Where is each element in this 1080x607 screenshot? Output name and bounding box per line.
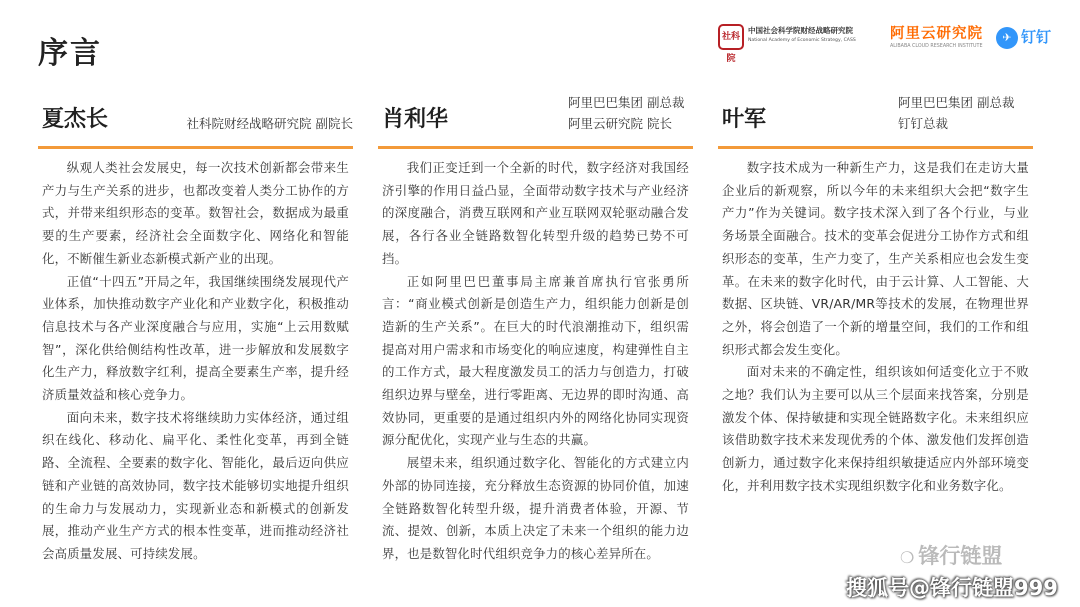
column-body [378,149,693,566]
alibaba-research-logo [890,22,983,49]
author-roles [187,113,353,134]
author-role: 钉钉总裁 [898,116,949,131]
paragraph: 纵观人类社会发展史，每一次技术创新都会带来生产力与生产关系的进步，也都改变着人类分工协作的方式，并带来组织形态的变革。数智社会，数据成为最重要的生产要素，经济社会全面数字化、网络化和智能化，不断催生新业态新模式新产业的出现。 [42,160,349,266]
cass-logo-cn: 中国社会科学院财经战略研究院 [748,26,853,35]
author-roles [898,92,1014,134]
cass-seal-icon: 社科院 [718,24,744,50]
dingtalk-paper-plane-icon: ✈ [996,27,1018,49]
author-name: 叶军 [722,107,767,132]
column-header [378,88,693,146]
author-role: 阿里巴巴集团 副总裁 [568,95,685,110]
paragraph: 面向未来，数字技术将继续助力实体经济，通过组织在线化、移动化、扁平化、柔性化变革，再到全链路、全流程、全要素的数字化、智能化，最后迈向供应链和产业链的高效协同，数字技术能够切实地提升组织的生命力与发展动力，实现新业态和新模式的创新发展，推动产业生产方式的根本性变革，进而推动经济社会高质量发展、可持续发展。 [42,409,349,561]
sohu-watermark: 搜狐号@锋行链盟999 [846,576,1058,600]
column-body [38,149,353,566]
author-name: 肖利华 [382,107,449,132]
paragraph: 我们正变迁到一个全新的时代，数字经济对我国经济引擎的作用日益凸显，全面带动数字技术与产业经济的深度融合，消费互联网和产业互联网双轮驱动融合发展，各行各业全链路数智化转型升级的趋势已势不可挡。 [382,160,689,266]
wechat-icon: ❍ [900,548,915,567]
watermark-account: 锋行链盟 [918,544,1003,568]
paragraph: 正值“十四五”开局之年，我国继续围绕发展现代产业体系，加快推动数字产业化和产业数字化，积极推动信息技术与各产业深度融合与应用，实施“上云用数赋智”，深化供给侧结构性改革，进一步解放和发展数字化生产力，释放数字红利，提高全要素生产率，提升经济质量效益和核心竞争力。 [42,273,349,403]
paragraph: 展望未来，组织通过数字化、智能化的方式建立内外部的协同连接，充分释放生态资源的协同价值，加速全链路数智化转型升级，提升消费者体验，开源、节流、提效、创新，本质上决定了未来一个组织的能力边界，也是数智化时代组织竞争力的核心差异所在。 [382,455,689,561]
column-header [38,88,353,146]
column-header [718,88,1033,146]
paragraph: 正如阿里巴巴董事局主席兼首席执行官张勇所言：“商业模式创新是创造生产力，组织能力创新是创造新的生产关系”。在巨大的时代浪潮推动下，组织需提高对用户需求和市场变化的响应速度，构建弹性自主的工作方式，最大程度激发员工的活力与创造力，打破组织边界与壁垒，进行零距离、无边界的即时沟通、高效协同，更重要的是通过组织内外的网络化协同实现资源分配优化，实现产业与生态的共赢。 [382,273,689,448]
preface-column-xiao [378,88,693,566]
author-role: 社科院财经战略研究院 副院长 [186,116,353,131]
author-role: 阿里云研究院 院长 [568,116,672,131]
preface-column-xia [38,88,353,566]
paragraph: 面对未来的不确定性，组织该如何适变化立于不败之地？我们认为主要可以从三个层面来找答案，分别是激发个体、保持敏捷和实现全链路数字化。未来组织应该借助数字技术来发现优秀的个体、激发他们发挥创造创新力，通过数字化来保持组织敏捷适应内外部环境变化，并利用数字技术实现组织数字化和业务数字化。 [722,364,1029,493]
page-title: 序言 [38,36,102,71]
cass-logo-en: National Academy of Economic Strategy, CASS [748,38,856,43]
cass-logo [748,25,886,43]
paragraph: 数字技术成为一种新生产力，这是我们在走访大量企业后的新观察，所以今年的未来组织大会把“数字生产力”作为关键词。数字技术深入到了各个行业，与业务场景全面融合。技术的变革会促进分工协作方式和组织形态的变革，生产力变了，生产关系相应也会发生变革。在未来的数字化时代，由于云计算、人工智能、大数据、区块链、VR/AR/MR等技术的发展，在物理世界之外，将会创造了一个新的增量空间，我们的工作和组织形式都会发生变化。 [722,160,1029,357]
author-roles [568,92,684,134]
column-body [718,149,1033,498]
alibaba-logo-cn: 阿里云研究院 [890,26,983,42]
author-role: 阿里巴巴集团 副总裁 [898,95,1015,110]
preface-column-ye [718,88,1033,498]
logo-bar [718,22,1068,64]
alibaba-logo-en: ALIBABA CLOUD RESEARCH INSTITUTE [890,44,983,49]
wechat-watermark [900,540,1002,570]
author-name: 夏杰长 [42,107,109,132]
dingtalk-logo-text: 钉钉 [1021,28,1052,46]
